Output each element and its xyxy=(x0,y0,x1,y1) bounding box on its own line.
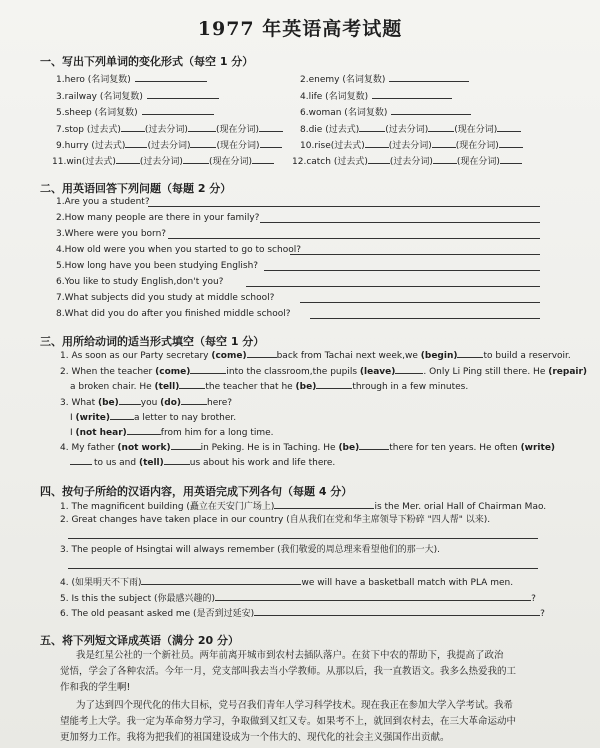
section-5-heading: 五、将下列短文译成英语（满分 20 分） xyxy=(40,634,239,647)
answer-line[interactable] xyxy=(310,318,540,319)
answer-blank[interactable] xyxy=(391,105,471,115)
s3-sentence-3: 3. What (be) you (do) here? xyxy=(60,395,232,409)
s3-sentence-4: 4. My father (not work) in Peking. He is in Taching. He (be) there for ten years. He often (write) xyxy=(60,440,555,454)
answer-blank[interactable] xyxy=(110,410,134,420)
answer-blank[interactable] xyxy=(389,72,469,82)
passage-line: 作和我的学生啊! xyxy=(60,682,131,693)
answer-blank[interactable] xyxy=(497,122,521,132)
s3-sentence-4-cont: to us and (tell) us about his work and life there. xyxy=(70,455,335,469)
answer-line[interactable] xyxy=(68,538,538,539)
section-4-heading: 四、按句子所给的汉语内容，用英语完成下列各句（每题 4 分） xyxy=(40,485,353,498)
s2-question-2: 2.How many people are there in your family? xyxy=(56,213,260,223)
answer-blank[interactable] xyxy=(171,440,201,450)
s1-item-5: 5.sheep (名词复数) xyxy=(56,105,214,119)
s3-sentence-1: 1. As soon as our Party secretary (come) back from Tachai next week,we (begin) to build a reservoir. xyxy=(60,348,571,362)
answer-blank[interactable] xyxy=(147,89,219,99)
passage-line: 望能考上大学。我一定为革命努力学习，争取做到又红又专。如果考不上，就回到农村去，在三大革命运动中 xyxy=(60,716,517,727)
answer-blank[interactable] xyxy=(359,122,385,132)
s1-item-7: 7.stop (过去式) (过去分词) (现在分词) xyxy=(56,122,283,136)
answer-line[interactable] xyxy=(300,302,540,303)
answer-line[interactable] xyxy=(260,222,540,223)
answer-blank[interactable] xyxy=(499,138,523,148)
answer-blank[interactable] xyxy=(395,364,423,374)
page-title: 1977 年英语高考试题 xyxy=(197,18,403,40)
s3-sentence-3-b: I (not hear) from him for a long time. xyxy=(70,425,274,439)
answer-blank[interactable] xyxy=(316,379,352,389)
s2-question-6: 6.You like to study English,don't you? xyxy=(56,277,224,287)
s4-sentence-3: 3. The people of Hsingtai will always remember (我们敬爱的周总理来看望他们的那一大). xyxy=(60,545,441,555)
s1-item-3: 3.railway (名词复数) xyxy=(56,89,219,103)
answer-blank[interactable] xyxy=(365,138,389,148)
answer-blank[interactable] xyxy=(433,154,457,164)
s1-item-10: 10.rise(过去式) (过去分词) (现在分词) xyxy=(300,138,523,152)
answer-blank[interactable] xyxy=(141,575,301,585)
answer-line[interactable] xyxy=(246,286,540,287)
s4-sentence-4: 4. (如果明天不下雨) we will have a basketball match with PLA men. xyxy=(60,575,513,589)
s1-item-2: 2.enemy (名词复数) xyxy=(300,72,469,86)
s2-question-8: 8.What did you do after you finished middle school? xyxy=(56,309,291,319)
passage-line: 我是红星公社的一个新社员。两年前离开城市到农村去插队落户。在贫下中农的帮助下，我提高了政治 xyxy=(76,650,504,661)
s3-sentence-2-cont: a broken chair. He (tell) the teacher that he (be) through in a few minutes. xyxy=(70,379,468,393)
passage-line: 为了达到四个现代化的伟大目标，党号召我们青年人学习科学技术。现在我正在参加大学入学考试。我希 xyxy=(76,700,514,711)
s4-sentence-6: 6. The old peasant asked me (是否到过延安) ? xyxy=(60,606,545,620)
answer-blank[interactable] xyxy=(119,395,141,405)
answer-blank[interactable] xyxy=(274,499,374,509)
answer-line[interactable] xyxy=(264,270,540,271)
s2-question-4: 4.How old were you when you started to go to school? xyxy=(56,245,301,255)
answer-blank[interactable] xyxy=(190,138,216,148)
answer-blank[interactable] xyxy=(190,364,226,374)
s1-item-9: 9.hurry (过去式) (过去分词) (现在分词) xyxy=(56,138,282,152)
s1-item-12: 12.catch (过去式) (过去分词) (现在分词) xyxy=(292,154,522,168)
answer-line[interactable] xyxy=(68,568,538,569)
s2-question-7: 7.What subjects did you study at middle school? xyxy=(56,293,275,303)
s2-question-1: 1.Are you a student? xyxy=(56,197,150,207)
answer-blank[interactable] xyxy=(215,591,531,601)
answer-blank[interactable] xyxy=(116,154,140,164)
answer-blank[interactable] xyxy=(252,154,274,164)
answer-blank[interactable] xyxy=(127,425,161,435)
answer-blank[interactable] xyxy=(259,122,283,132)
answer-blank[interactable] xyxy=(164,455,190,465)
answer-blank[interactable] xyxy=(372,89,452,99)
answer-line[interactable] xyxy=(148,206,540,207)
answer-blank[interactable] xyxy=(125,138,147,148)
answer-blank[interactable] xyxy=(183,154,209,164)
s3-sentence-2: 2. When the teacher (come) into the classroom,the pupils (leave) . Only Li Ping still there. He (repair) xyxy=(60,364,587,378)
passage-line: 更加努力工作。我将为把我们的祖国建设成为一个伟大的、现代化的社会主义强国作出贡献。 xyxy=(60,732,450,743)
answer-blank[interactable] xyxy=(500,154,522,164)
answer-blank[interactable] xyxy=(359,440,389,450)
s2-question-3: 3.Where were you born? xyxy=(56,229,167,239)
s1-item-4: 4.life (名词复数) xyxy=(300,89,452,103)
answer-blank[interactable] xyxy=(254,606,540,616)
answer-blank[interactable] xyxy=(457,348,483,358)
section-1-heading: 一、写出下列单词的变化形式（每空 1 分） xyxy=(40,55,254,68)
s4-sentence-5: 5. Is this the subject (你最感兴趣的) ? xyxy=(60,591,536,605)
answer-blank[interactable] xyxy=(179,379,205,389)
answer-blank[interactable] xyxy=(368,154,390,164)
s4-sentence-1: 1. The magnificent building (矗立在天安门广场上) is the Mer. orial Hall of Chairman Mao. xyxy=(60,499,546,513)
section-3-heading: 三、用所给动词的适当形式填空（每空 1 分） xyxy=(40,335,265,348)
s1-item-6: 6.woman (名词复数) xyxy=(300,105,471,119)
s3-sentence-3-a: I (write) a letter to nay brother. xyxy=(70,410,236,424)
answer-blank[interactable] xyxy=(188,122,216,132)
answer-blank[interactable] xyxy=(181,395,207,405)
s4-sentence-2: 2. Great changes have taken place in our country (自从我们在党和华主席领导下粉碎 "四人帮" 以来). xyxy=(60,515,491,525)
answer-blank[interactable] xyxy=(260,138,282,148)
s2-question-5: 5.How long have you been studying English? xyxy=(56,261,259,271)
answer-blank[interactable] xyxy=(121,122,145,132)
section-2-heading: 二、用英语回答下列问题（每题 2 分） xyxy=(40,182,232,195)
passage-line: 觉悟，学会了各种农活。今年一月，党支部叫我去当小学教师。从那以后，我一直教语文。我多么热爱我的工 xyxy=(60,666,517,677)
s1-item-8: 8.die (过去式) (过去分词) (现在分词) xyxy=(300,122,521,136)
answer-line[interactable] xyxy=(168,238,540,239)
answer-blank[interactable] xyxy=(70,455,92,465)
s1-item-1: 1.hero (名词复数) xyxy=(56,72,207,86)
answer-blank[interactable] xyxy=(135,72,207,82)
answer-blank[interactable] xyxy=(142,105,214,115)
answer-blank[interactable] xyxy=(247,348,277,358)
answer-line[interactable] xyxy=(290,254,540,255)
s1-item-11: 11.win(过去式) (过去分词) (现在分词) xyxy=(52,154,274,168)
answer-blank[interactable] xyxy=(428,122,454,132)
answer-blank[interactable] xyxy=(432,138,456,148)
